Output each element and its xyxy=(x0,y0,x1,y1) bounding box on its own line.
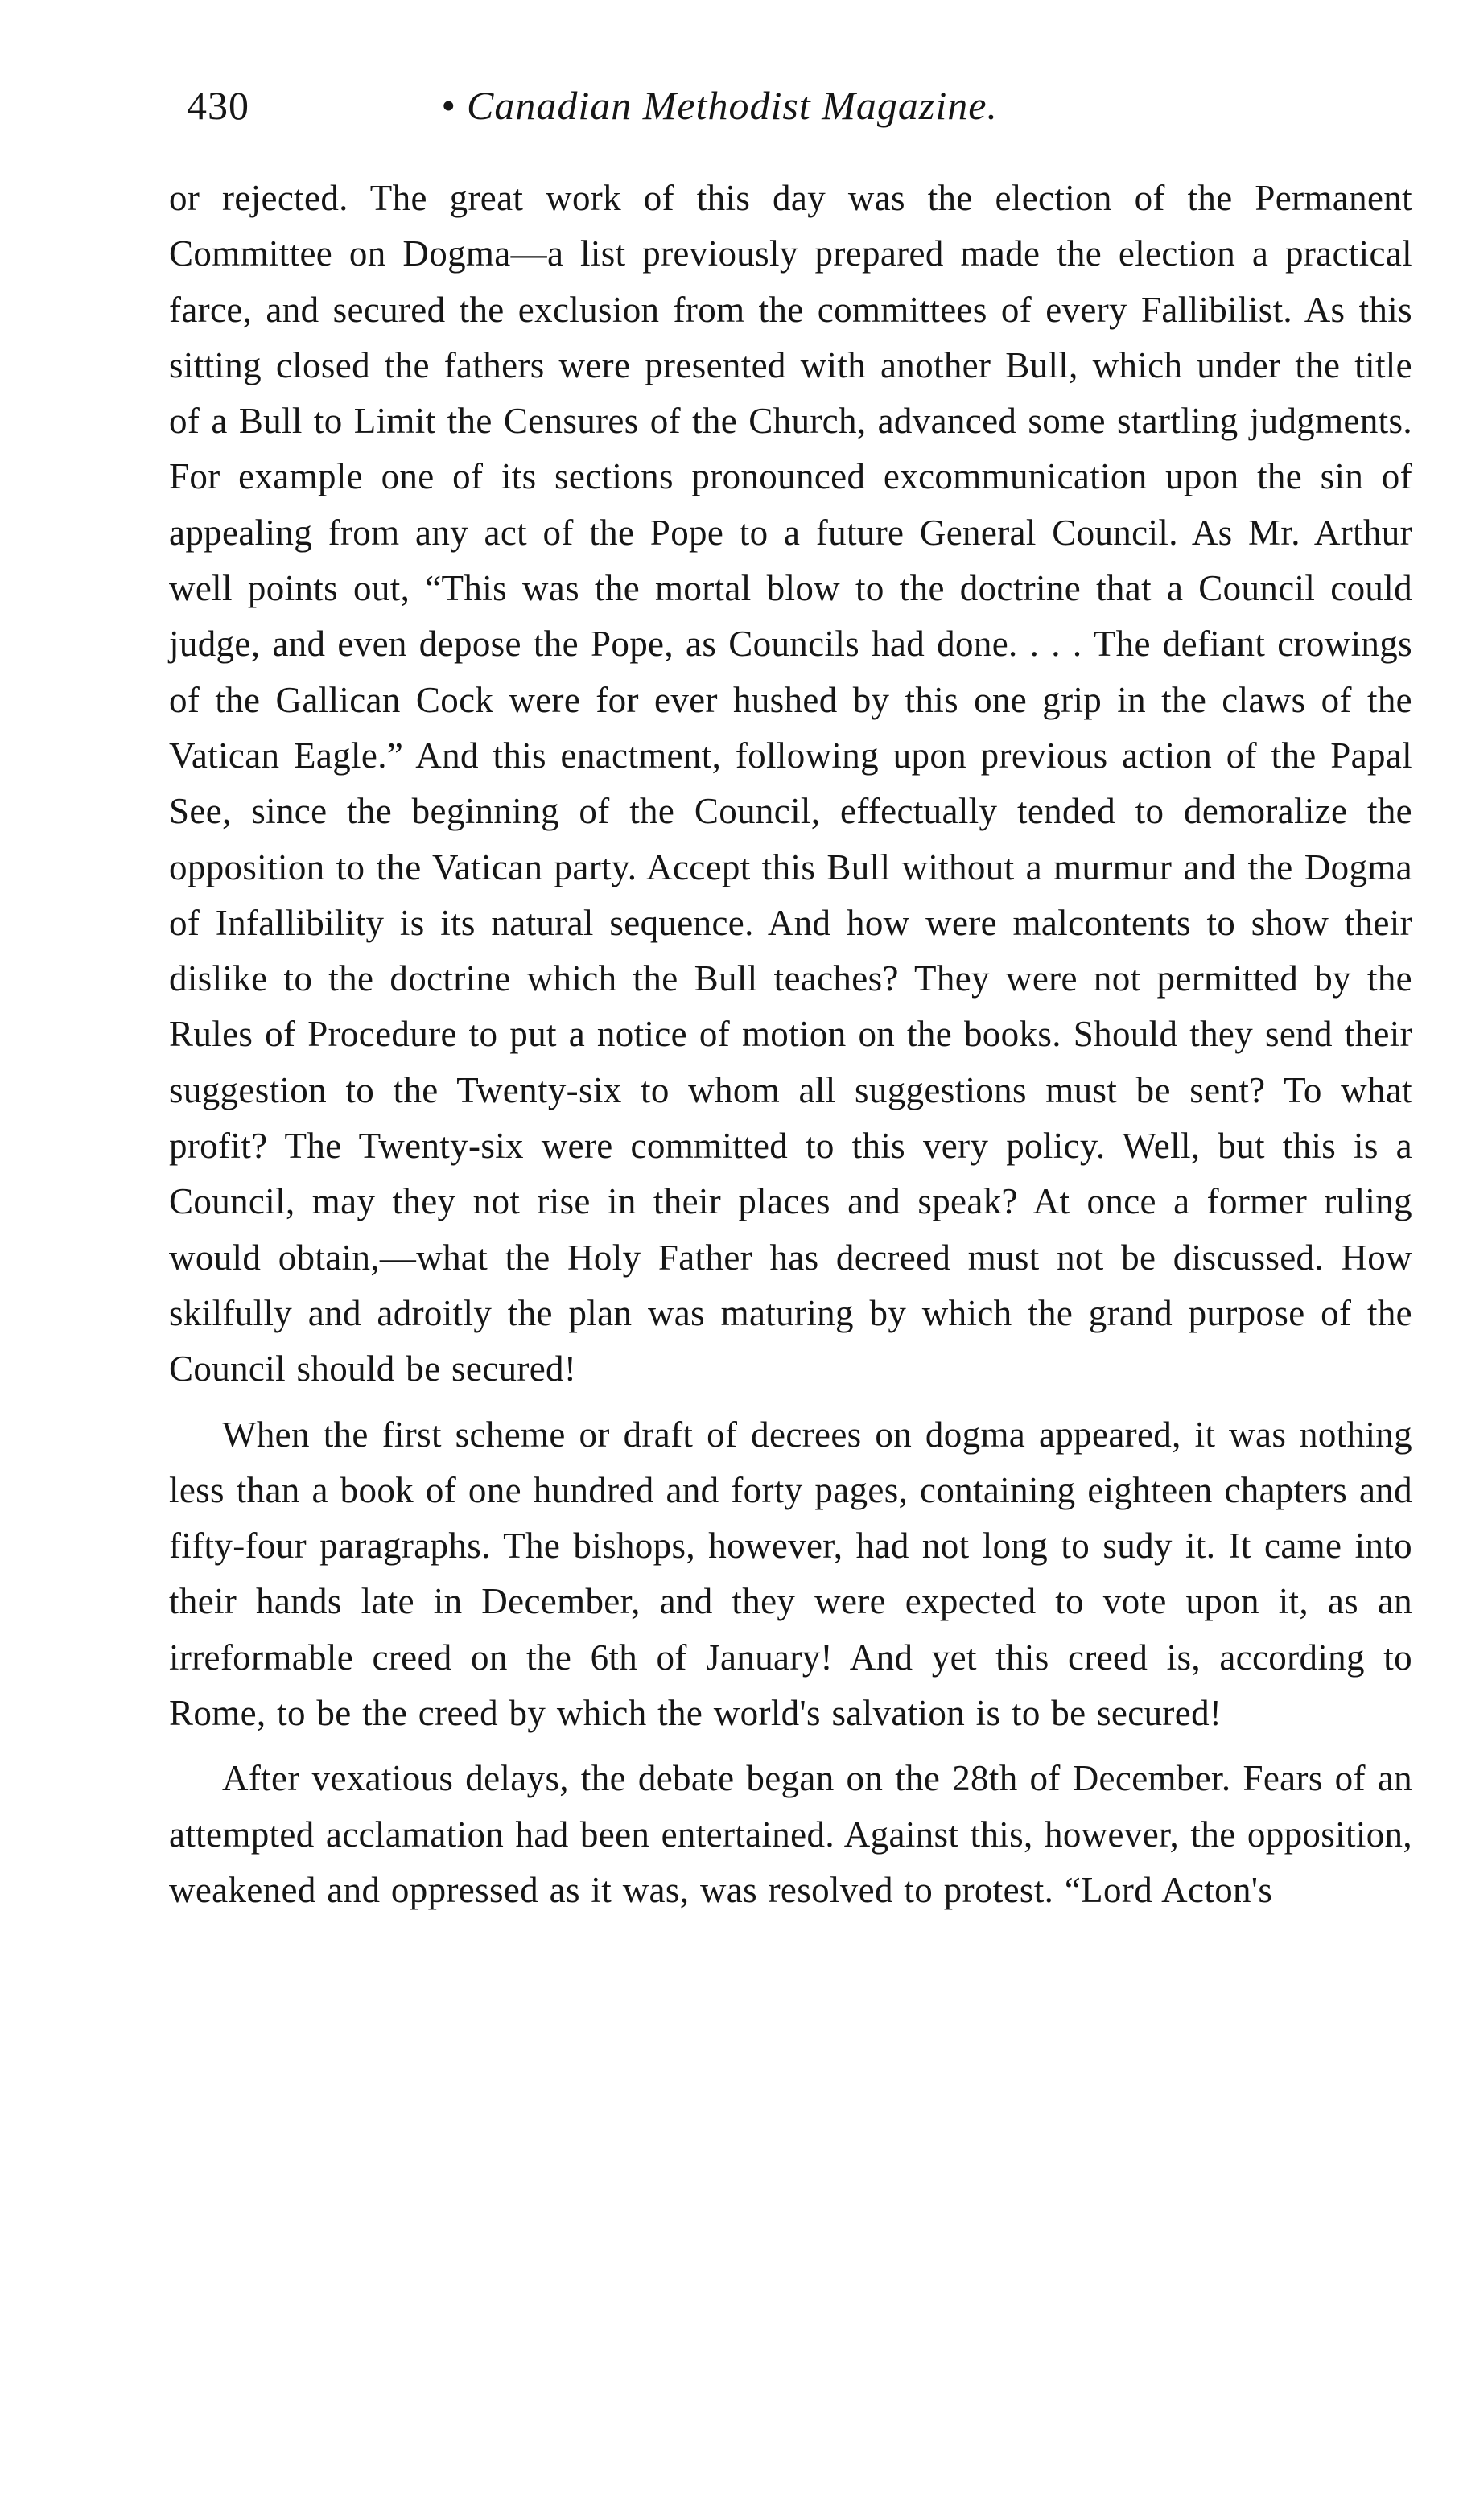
running-title: • Canadian Methodist Magazine. xyxy=(441,83,998,128)
paragraph-continued: or rejected. The great work of this day was the election of the Permanent Committee on Dogma—a list previously prepared made the election a practical farce, and secured the exclusion from the committees of every Fallibilist. As this sitting closed the fathers were presented with another Bull, which under the title of a Bull to Limit the Censures of the Church, advanced some startling judgments. For example one of its sections pronounced excommunication upon the sin of appealing from any act of the Pope to a future General Council. As Mr. Arthur well points out, “This was the mortal blow to the doctrine that a Council could judge, and even depose the Pope, as Councils had done. . . . The defiant crowings of the Gallican Cock were for ever hushed by this one grip in the claws of the Vatican Eagle.” And this enactment, following upon previous action of the Papal See, since the beginning of the Council, effectually tended to demoralize the opposition to the Vatican party. Accept this Bull without a murmur and the Dogma of Infallibility is its natural sequence. And how were malcontents to show their dislike to the doctrine which the Bull teaches? They were not permitted by the Rules of Procedure to put a notice of motion on the books. Should they send their suggestion to the Twenty-six to whom all suggestions must be sent? To what profit? The Twenty-six were committed to this very policy. Well, but this is a Council, may they not rise in their places and speak? At once a former ruling would obtain,—what the Holy Father has decreed must not be discussed. How skilfully and adroitly the plan was maturing by which the grand purpose of the Council should be secured! xyxy=(169,178,1412,1390)
paragraph-debate-began: After vexatious delays, the debate began on the 28th of December. Fears of an attempted acclamation had been entertained. Against this, however, the opposition, weakened and oppressed as it was, was resolved to protest. “Lord Acton's xyxy=(169,1758,1412,1910)
running-head xyxy=(187,77,1426,134)
body-text xyxy=(169,171,1412,1918)
page-number: 430 xyxy=(187,83,249,128)
paragraph-draft-of-decrees: When the first scheme or draft of decrees on dogma appeared, it was nothing less than a book of one hundred and forty pages, containing eighteen chapters and fifty-four paragraphs. The bishops, however, had not long to sudy it. It came into their hands late in December, and they were expected to vote upon it, as an irreformable creed on the 6th of January! And yet this creed is, according to Rome, to be the creed by which the world's salvation is to be secured! xyxy=(169,1414,1412,1734)
